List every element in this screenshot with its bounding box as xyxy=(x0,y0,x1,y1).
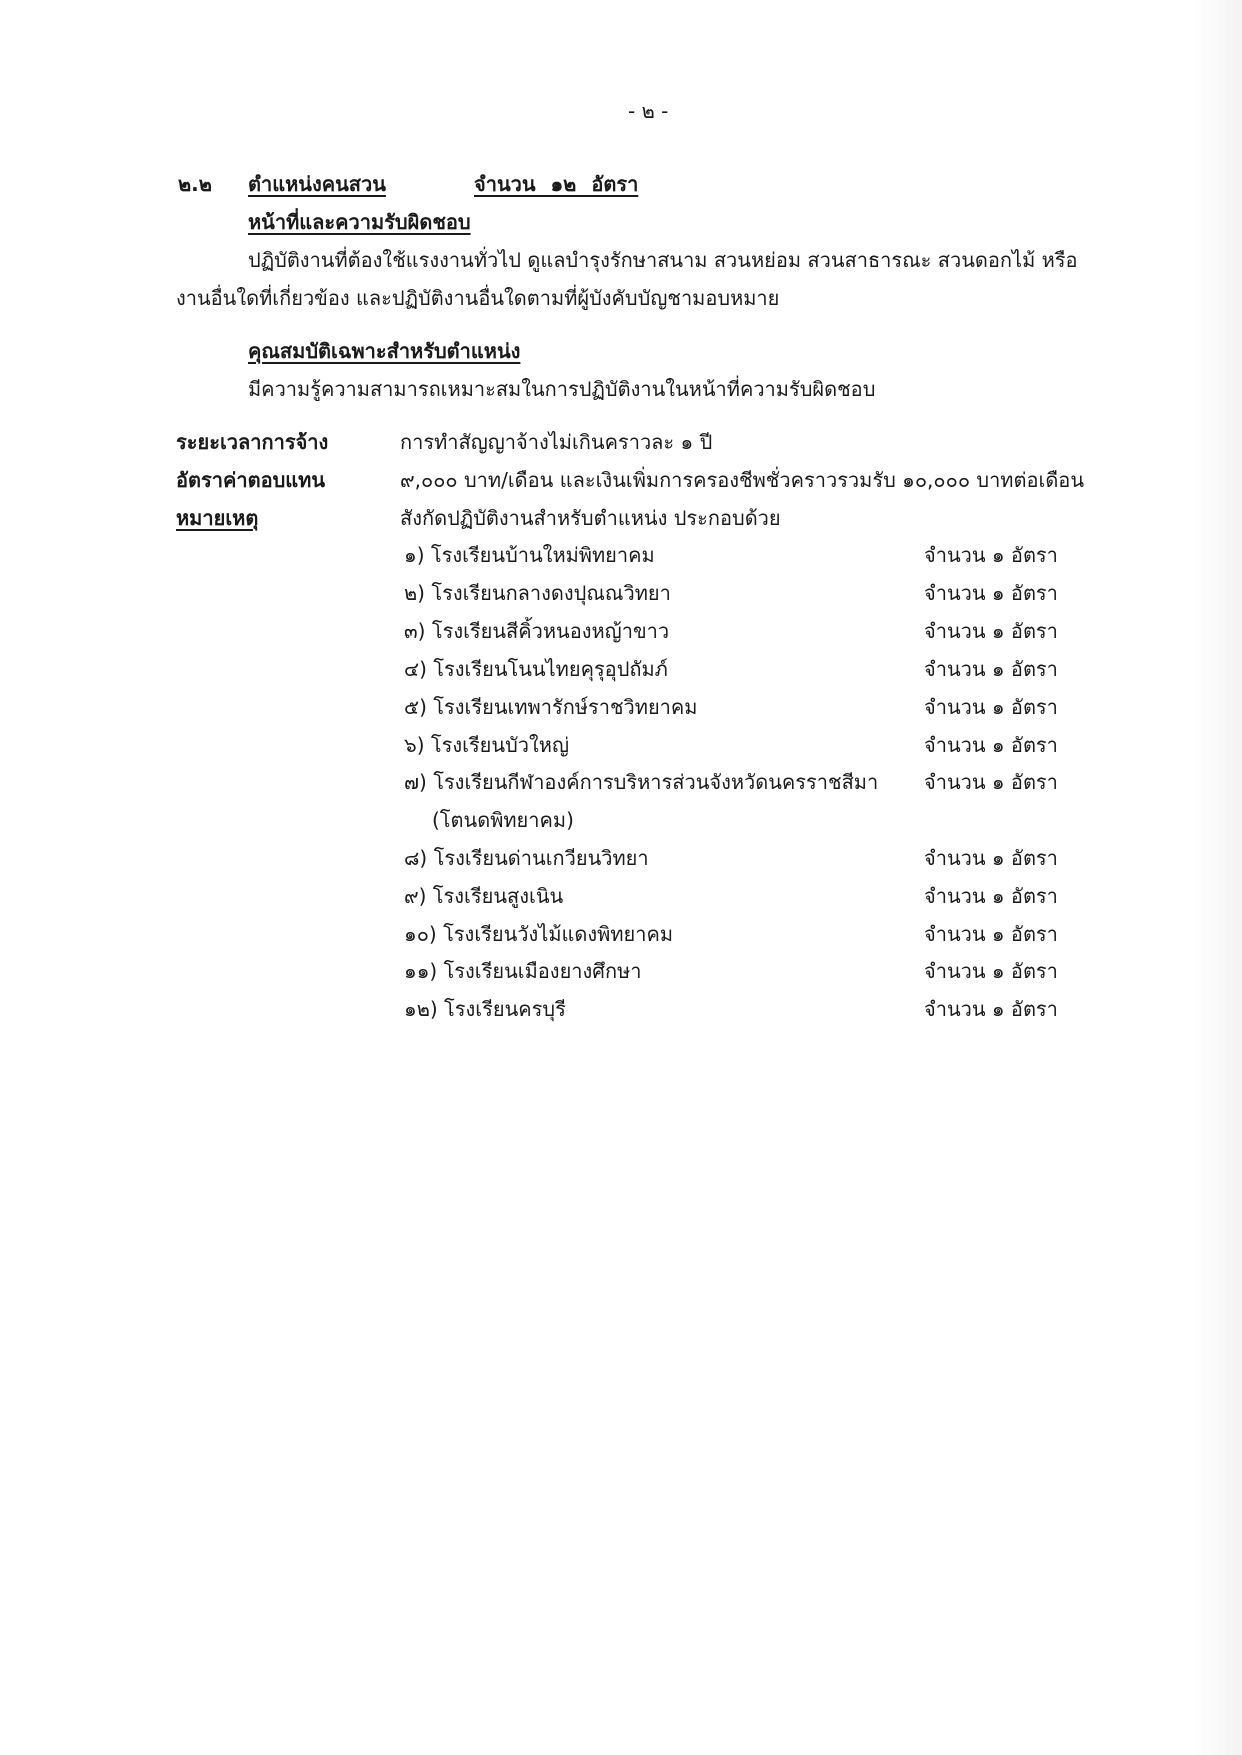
school-name: ๕) โรงเรียนเทพารักษ์ราชวิทยาคม xyxy=(404,695,698,719)
detail-value-compensation: ๙,๐๐๐ บาท/เดือน และเงินเพิ่มการครองชีพชั่วคราวรวมรับ ๑๐,๐๐๐ บาทต่อเดือน xyxy=(400,468,1084,492)
school-name: ๔) โรงเรียนโนนไทยคุรุอุปถัมภ์ xyxy=(404,657,668,681)
duties-heading: หน้าที่และความรับผิดชอบ xyxy=(248,210,471,234)
school-count: จำนวน ๑ อัตรา xyxy=(924,997,1058,1021)
scan-edge-shadow xyxy=(1194,0,1242,1755)
school-count: จำนวน ๑ อัตรา xyxy=(924,657,1058,681)
school-count: จำนวน ๑ อัตรา xyxy=(924,733,1058,757)
detail-label-remark: หมายเหตุ xyxy=(176,506,259,530)
school-count: จำนวน ๑ อัตรา xyxy=(924,695,1058,719)
school-name: ๗) โรงเรียนกีฬาองค์การบริหารส่วนจังหวัดนครราชสีมา xyxy=(404,770,879,794)
detail-value-duration: การทำสัญญาจ้างไม่เกินคราวละ ๑ ปี xyxy=(400,430,713,454)
school-name: ๓) โรงเรียนสีคิ้วหนองหญ้าขาว xyxy=(404,619,670,643)
school-name: ๘) โรงเรียนด่านเกวียนวิทยา xyxy=(404,846,649,870)
detail-label-duration: ระยะเวลาการจ้าง xyxy=(176,430,329,454)
school-name: ๑๐) โรงเรียนวังไม้แดงพิทยาคม xyxy=(404,922,674,946)
school-name: ๑๒) โรงเรียนครบุรี xyxy=(404,997,566,1021)
school-name: ๖) โรงเรียนบัวใหญ่ xyxy=(404,733,569,757)
detail-value-remark: สังกัดปฏิบัติงานสำหรับตำแหน่ง ประกอบด้วย xyxy=(400,506,781,530)
school-name: ๒) โรงเรียนกลางดงปุณณวิทยา xyxy=(404,581,671,605)
section-title: ตำแหน่งคนสวน xyxy=(248,172,386,196)
duties-line-2: งานอื่นใดที่เกี่ยวข้อง และปฏิบัติงานอื่นใดตามที่ผู้บังคับบัญชามอบหมาย xyxy=(176,286,780,310)
school-name-continuation: (โตนดพิทยาคม) xyxy=(432,808,574,832)
page-number: - ๒ - xyxy=(628,99,669,123)
qualifications-text: มีความรู้ความสามารถเหมาะสมในการปฏิบัติงานในหน้าที่ความรับผิดชอบ xyxy=(248,377,876,401)
school-count: จำนวน ๑ อัตรา xyxy=(924,581,1058,605)
school-name: ๑) โรงเรียนบ้านใหม่พิทยาคม xyxy=(404,543,655,567)
school-count: จำนวน ๑ อัตรา xyxy=(924,884,1058,908)
duties-line-1: ปฏิบัติงานที่ต้องใช้แรงงานทั่วไป ดูแลบำรุงรักษาสนาม สวนหย่อม สวนสาธารณะ สวนดอกไม้ หรือ xyxy=(248,248,1078,272)
school-count: จำนวน ๑ อัตรา xyxy=(924,846,1058,870)
section-number: ๒.๒ xyxy=(178,172,212,196)
detail-label-compensation: อัตราค่าตอบแทน xyxy=(176,468,326,492)
school-count: จำนวน ๑ อัตรา xyxy=(924,770,1058,794)
school-count: จำนวน ๑ อัตรา xyxy=(924,922,1058,946)
school-count: จำนวน ๑ อัตรา xyxy=(924,619,1058,643)
school-count: จำนวน ๑ อัตรา xyxy=(924,543,1058,567)
school-count: จำนวน ๑ อัตรา xyxy=(924,959,1058,983)
section-count: จำนวน ๑๒ อัตรา xyxy=(474,172,639,196)
qualifications-heading: คุณสมบัติเฉพาะสำหรับตำแหน่ง xyxy=(248,339,521,363)
school-name: ๙) โรงเรียนสูงเนิน xyxy=(404,884,564,908)
school-name: ๑๑) โรงเรียนเมืองยางศึกษา xyxy=(404,959,642,983)
